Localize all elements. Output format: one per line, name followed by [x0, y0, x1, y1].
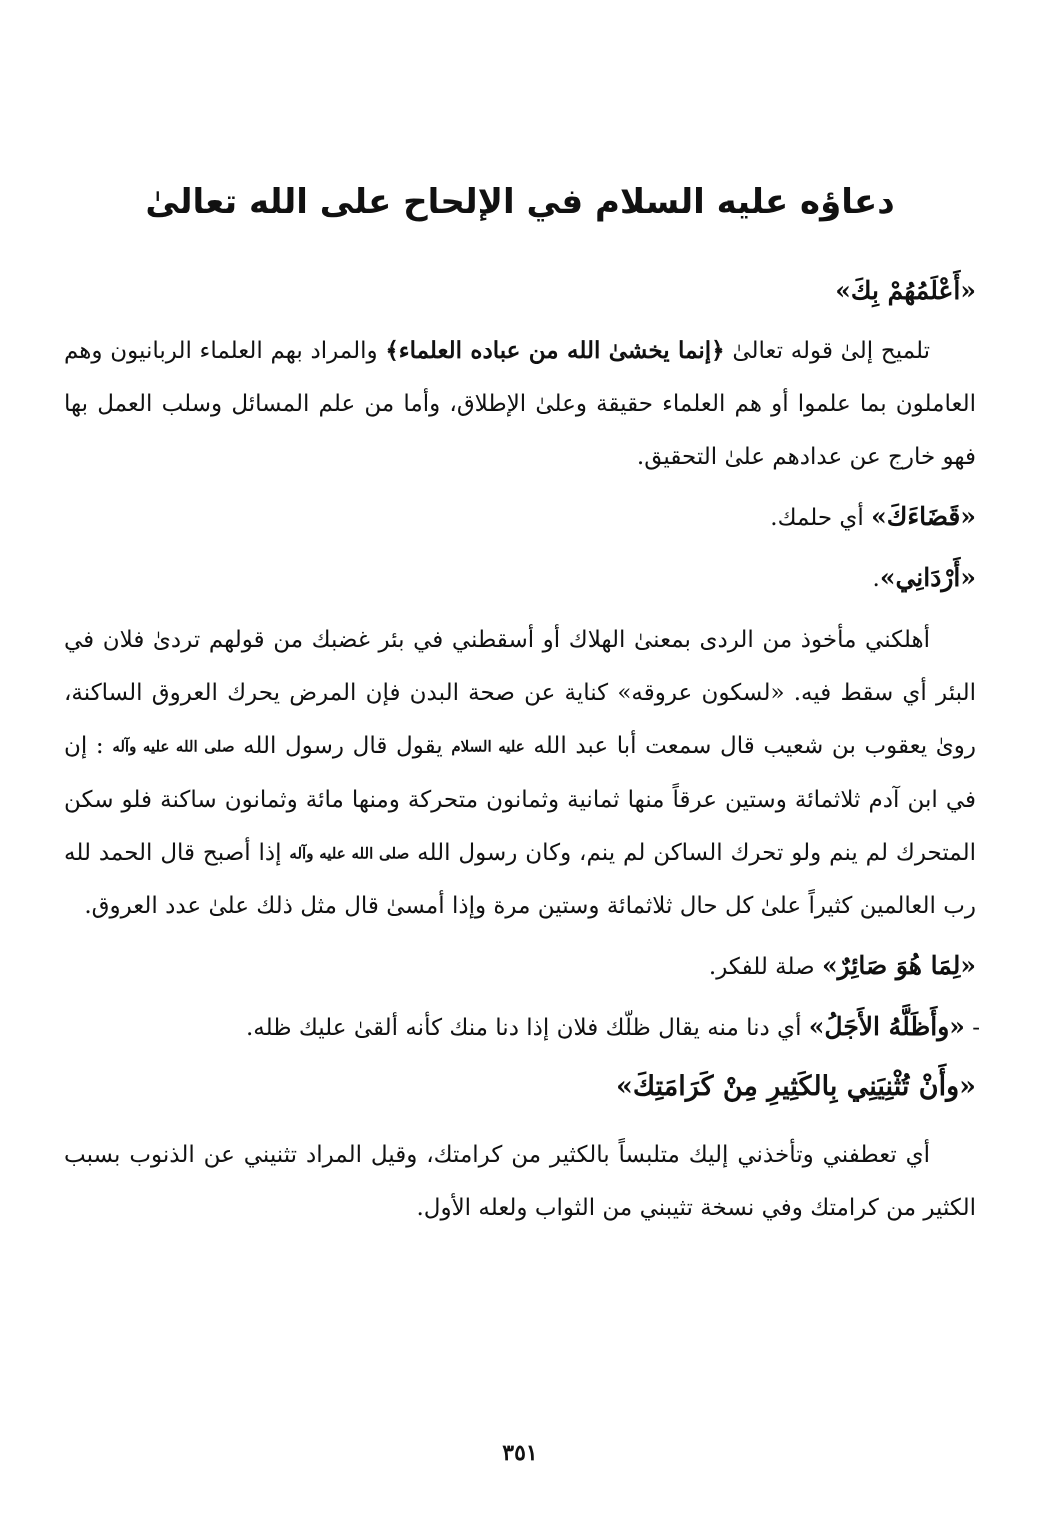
honorific-2: صلى الله عليه وآله — [112, 737, 235, 756]
page-number: ٣٥١ — [502, 1440, 538, 1466]
paragraph-3-text-b: يقول قال رسول الله — [234, 733, 452, 759]
quran-quote: ﴿إنما يخشىٰ الله من عباده العلماء﴾ — [385, 337, 725, 364]
gloss-5-term: «وأَظَلَّهُ الأَجَلُ» — [808, 1012, 965, 1041]
gloss-3 — [64, 553, 976, 604]
gloss-3-term: «أَرْدَانِي» — [879, 563, 976, 592]
paragraph-1 — [64, 324, 976, 484]
paragraph-3-text-c: : إن في ابن آدم ثلاثمائة وستين عرقاً منها ثمانية وثمانون متحركة ومنها مائة وثمانون ساكنة فلو سكن المتحرك لم ينم ولو تحرك الساكن لم ينم، وكان رسول الله — [64, 733, 976, 866]
gloss-3-tail: . — [872, 566, 880, 592]
page-title: دعاؤه عليه السلام في الإلحاح على الله تعالىٰ — [145, 182, 895, 222]
paragraph-1-text-a: تلميح إلىٰ قوله تعالىٰ — [724, 338, 931, 364]
page-content — [64, 266, 980, 1243]
paragraph-3-text-a: أهلكني مأخوذ من الردى بمعنىٰ الهلاك أو أسقطني في بئر غضبك من قولهم تردىٰ فلان في البئر أي سقط فيه. «لسكون عروقه» كناية عن صحة البدن فإن المرض يحرك العروق الساكنة، روىٰ يعقوب بن شعيب قال سمعت أبا عبد الله — [64, 627, 977, 759]
term-heading-6: «وأَنْ تُثْنِيَنِي بِالكَثِيرِ مِنْ كَرَامَتِكَ» — [615, 1071, 976, 1102]
gloss-5 — [64, 1002, 980, 1053]
gloss-2 — [64, 492, 976, 543]
gloss-4 — [64, 941, 976, 992]
gloss-5-dash: - — [972, 1015, 980, 1041]
document-page — [64, 0, 980, 1518]
gloss-4-text: صلة للفكر. — [708, 954, 822, 980]
paragraph-3-text-d: إذا أصبح قال الحمد لله رب العالمين كثيراً علىٰ كل حال ثلاثمائة وستين مرة وإذا أمسىٰ قال مثل ذلك علىٰ عدد العروق. — [64, 839, 976, 919]
paragraph-6: أي تعطفني وتأخذني إليك متلبساً بالكثير من كرامتك، وقيل المراد تثنيني عن الذنوب بسبب الكثير من كرامتك وفي نسخة تثيبني من الثواب ولعله الأول. — [64, 1142, 976, 1221]
honorific-1: عليه السلام — [451, 737, 525, 756]
term-heading-1: «أَعْلَمُهُمْ بِكَ» — [835, 276, 976, 305]
gloss-2-term: «قَضَاءَكَ» — [871, 502, 976, 531]
paragraph-3 — [64, 614, 976, 933]
gloss-2-text: أي حلمك. — [770, 505, 872, 531]
gloss-4-term: «لِمَا هُوَ صَائِرٌ» — [821, 951, 976, 980]
paragraph-1-text-b: والمراد بهم العلماء الربانيون وهم العاملون بما علموا أو هم العلماء حقيقة وعلىٰ الإطلاق، وأما من علم المسائل وسلب العمل بها فهو خارج عن عدادهم علىٰ التحقيق. — [64, 338, 976, 470]
honorific-3: صلى الله عليه وآله — [289, 844, 410, 862]
gloss-5-text: أي دنا منه يقال ظلّك فلان إذا دنا منك كأنه ألقىٰ عليك ظله. — [245, 1015, 809, 1041]
